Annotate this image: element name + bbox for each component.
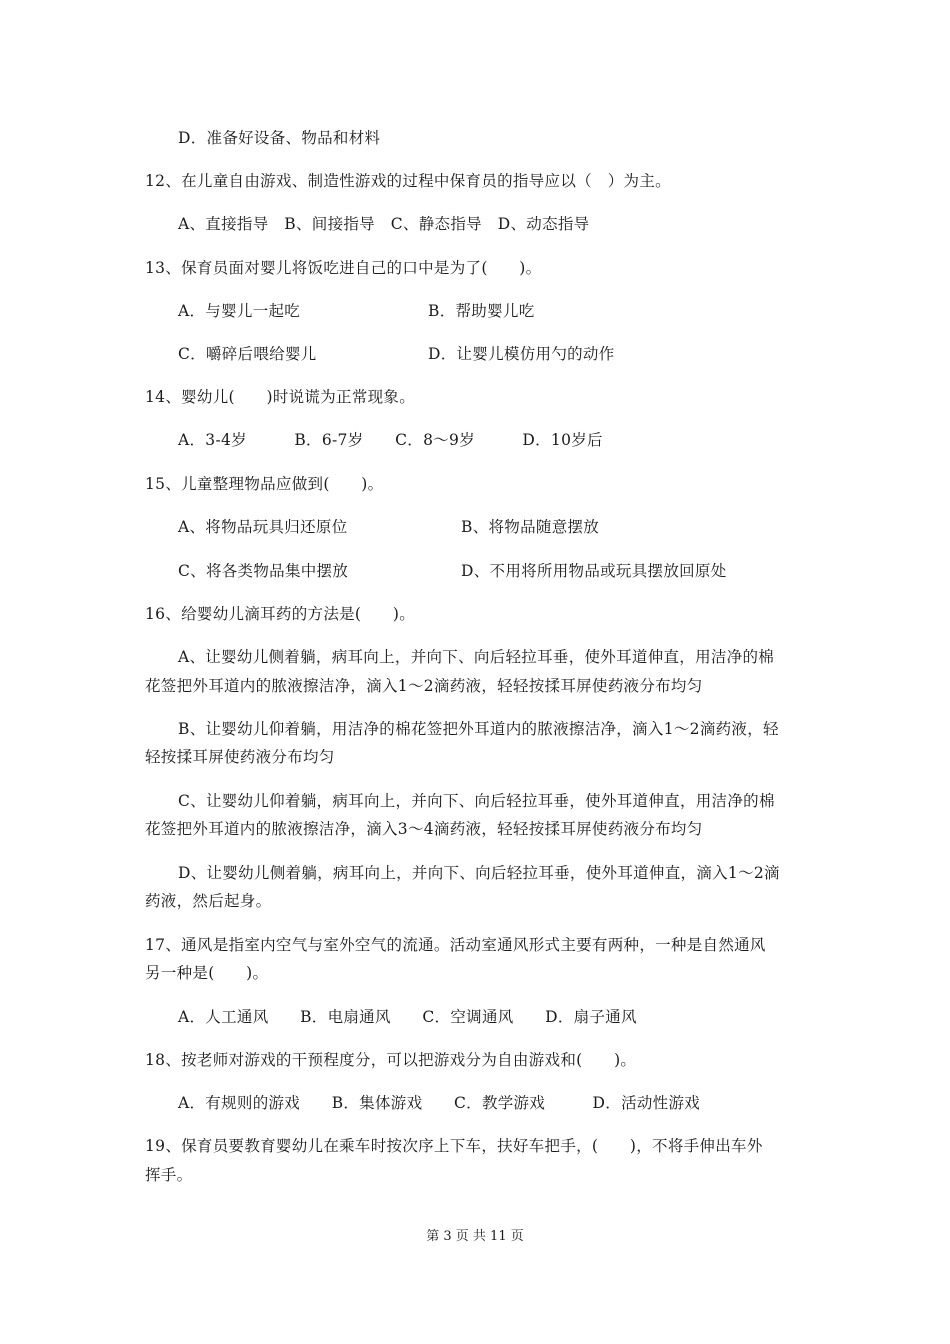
q11-option-d: D．准备好设备、物品和材料 — [178, 129, 381, 147]
q15-option-d: D、不用将所用物品或玩具摆放回原处 — [461, 562, 727, 580]
q19-stem-line2: 挥手。 — [145, 1166, 193, 1184]
q15-option-c: C、将各类物品集中摆放 — [178, 562, 349, 580]
q16-option-d-line1: D、让婴幼儿侧着躺，病耳向上，并向下、向后轻拉耳垂，使外耳道伸直，滴入1～2滴 — [178, 864, 780, 882]
q16-option-a-line2: 花签把外耳道内的脓液擦洁净，滴入1～2滴药液，轻轻按揉耳屏使药液分布均匀 — [145, 677, 703, 695]
q13-option-c: C．嚼碎后喂给婴儿 — [178, 345, 317, 363]
q13-stem: 13、保育员面对婴儿将饭吃进自己的口中是为了( )。 — [145, 259, 542, 277]
q16-option-c-line1: C、让婴幼儿仰着躺，病耳向上，并向下、向后轻拉耳垂，使外耳道伸直，用洁净的棉 — [178, 792, 775, 810]
q12-stem: 12、在儿童自由游戏、制造性游戏的过程中保育员的指导应以（ ）为主。 — [145, 172, 671, 190]
q15-option-b: B、将物品随意摆放 — [461, 518, 600, 536]
q13-option-b: B．帮助婴儿吃 — [428, 302, 535, 320]
q16-option-c-line2: 花签把外耳道内的脓液擦洁净，滴入3～4滴药液，轻轻按揉耳屏使药液分布均匀 — [145, 820, 703, 838]
q13-option-d: D．让婴儿模仿用勺的动作 — [428, 345, 615, 363]
q16-option-b-line1: B、让婴幼儿仰着躺，用洁净的棉花签把外耳道内的脓液擦洁净，滴入1～2滴药液，轻 — [178, 720, 779, 738]
q18-stem: 18、按老师对游戏的干预程度分，可以把游戏分为自由游戏和( )。 — [145, 1051, 637, 1069]
q16-option-b-line2: 轻按揉耳屏使药液分布均匀 — [145, 748, 335, 766]
q18-options: A．有规则的游戏 B．集体游戏 C．教学游戏 D．活动性游戏 — [178, 1094, 701, 1112]
q16-option-d-line2: 药液，然后起身。 — [145, 892, 272, 910]
q17-stem-line2: 另一种是( )。 — [145, 964, 269, 982]
q15-option-a: A、将物品玩具归还原位 — [178, 518, 348, 536]
q17-options: A．人工通风 B．电扇通风 C．空调通风 D．扇子通风 — [178, 1008, 637, 1026]
q17-stem-line1: 17、通风是指室内空气与室外空气的流通。活动室通风形式主要有两种，一种是自然通风 — [145, 936, 766, 954]
q19-stem-line1: 19、保育员要教育婴幼儿在乘车时按次序上下车，扶好车把手，( )，不将手伸出车外 — [145, 1137, 763, 1155]
q13-option-a: A．与婴儿一起吃 — [178, 302, 301, 320]
q12-options: A、直接指导 B、间接指导 C、静态指导 D、动态指导 — [178, 215, 590, 233]
q14-options: A．3-4岁 B．6-7岁 C．8～9岁 D．10岁后 — [178, 431, 603, 449]
q16-stem: 16、给婴幼儿滴耳药的方法是( )。 — [145, 605, 416, 623]
q15-stem: 15、儿童整理物品应做到( )。 — [145, 475, 384, 493]
q14-stem: 14、婴幼儿( )时说谎为正常现象。 — [145, 388, 416, 406]
q16-option-a-line1: A、让婴幼儿侧着躺，病耳向上，并向下、向后轻拉耳垂，使外耳道伸直，用洁净的棉 — [178, 648, 775, 666]
page-number-footer: 第 3 页 共 11 页 — [426, 1229, 524, 1244]
